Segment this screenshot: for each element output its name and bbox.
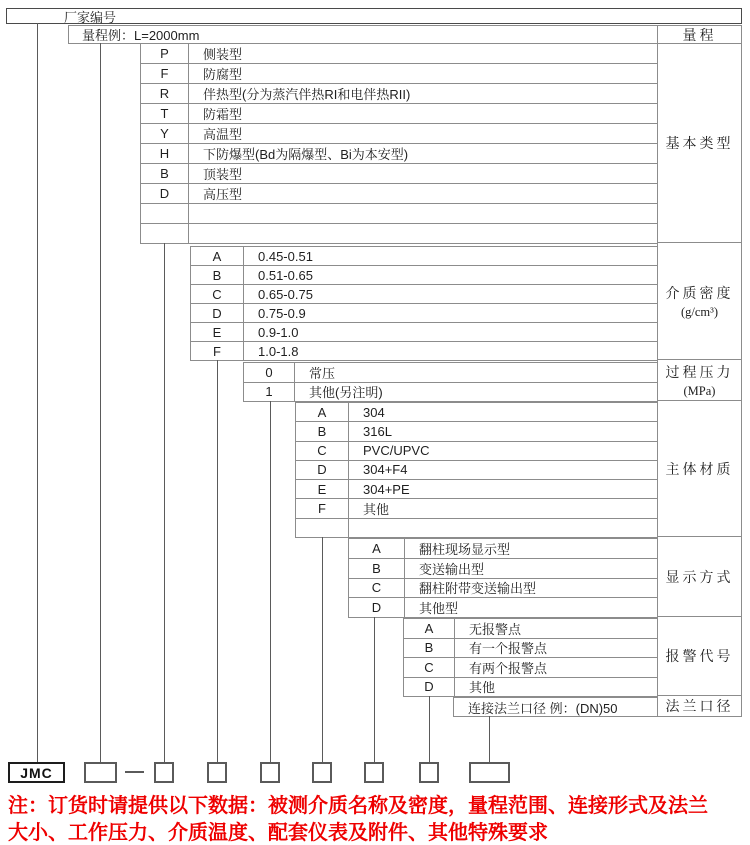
spec-desc-cell: 高温型	[203, 127, 243, 142]
spec-code-cell: Y	[141, 124, 189, 143]
connector-line-body-material	[322, 537, 323, 763]
spec-desc-cell: 304+PE	[363, 481, 410, 497]
category-flange-size: 法兰口径	[665, 700, 734, 715]
spec-row	[296, 422, 657, 441]
spec-row	[191, 304, 657, 323]
code-box-range	[84, 762, 117, 783]
spec-code-cell: R	[141, 84, 189, 103]
spec-row	[296, 403, 657, 422]
connector-line-media-density	[217, 360, 218, 763]
spec-code-cell: F	[296, 499, 349, 517]
block-body-material	[295, 402, 657, 538]
spec-code-cell: H	[141, 144, 189, 163]
spec-code-cell: P	[141, 44, 189, 63]
spec-row	[191, 323, 657, 342]
connector-line-range	[100, 43, 101, 763]
spec-desc-cell: 有两个报警点	[469, 660, 548, 676]
code-box-process-pressure	[260, 762, 280, 783]
category-process-pressure-unit: (MPa)	[683, 383, 716, 398]
spec-row	[141, 84, 657, 104]
spec-row	[349, 559, 657, 579]
spec-row	[191, 247, 657, 266]
category-range: 量程	[658, 26, 741, 44]
spec-code-cell: E	[296, 480, 349, 498]
spec-row	[454, 698, 657, 716]
block-alarm-code	[403, 618, 657, 697]
spec-row	[141, 204, 657, 224]
spec-code-cell: F	[191, 342, 244, 360]
spec-code-cell: 0	[244, 363, 295, 382]
spec-desc-cell: 变送输出型	[419, 561, 485, 577]
block-media-density	[190, 246, 657, 361]
spec-row	[404, 619, 657, 639]
spec-row	[244, 383, 657, 402]
spec-code-cell	[141, 224, 189, 243]
spec-desc-cell: 顶装型	[203, 167, 243, 182]
spec-row	[296, 442, 657, 461]
spec-desc-cell: 其他(另注明)	[309, 385, 383, 401]
spec-desc-cell: PVC/UPVC	[363, 443, 430, 459]
spec-row	[141, 224, 657, 243]
category-process-pressure: 过程压力 (MPa)	[658, 360, 741, 401]
spec-desc-cell: 0.9-1.0	[258, 324, 299, 340]
spec-row	[349, 598, 657, 617]
spec-row	[141, 164, 657, 184]
block-basic-type	[140, 43, 657, 244]
category-media-density: 介质密度 (g/cm³)	[658, 243, 741, 360]
connector-line-factory	[37, 23, 38, 763]
connector-line-basic-type	[164, 243, 165, 763]
spec-code-cell: T	[141, 104, 189, 123]
spec-row	[244, 363, 657, 383]
category-media-density-unit: (g/cm³)	[680, 304, 719, 319]
spec-desc-cell: 0.51-0.65	[258, 267, 313, 283]
range-row	[68, 25, 657, 44]
spec-row	[404, 658, 657, 678]
connector-line-flange-size	[489, 716, 490, 763]
spec-row	[141, 44, 657, 64]
code-box-flange-size	[469, 762, 510, 783]
spec-desc-cell: 伴热型(分为蒸汽伴热RI和电伴热RII)	[203, 87, 411, 102]
spec-row	[191, 285, 657, 304]
model-prefix-label: JMC	[20, 764, 53, 781]
spec-row	[349, 579, 657, 599]
code-box-basic-type	[154, 762, 174, 783]
ordering-note-line1: 注：订货时请提供以下数据：被测介质名称及密度，量程范围、连接形式及法兰	[8, 795, 708, 817]
spec-code-cell: A	[404, 619, 455, 638]
spec-row	[404, 678, 657, 697]
block-process-pressure	[243, 362, 657, 402]
ordering-note	[8, 793, 748, 845]
spec-desc-cell: 0.75-0.9	[258, 305, 306, 321]
connector-line-alarm-code	[429, 696, 430, 763]
block-display-mode	[348, 538, 657, 618]
spec-code-cell: B	[349, 559, 405, 578]
category-display-mode: 显示方式	[658, 537, 741, 617]
connector-line-display-mode	[374, 617, 375, 763]
spec-code-cell: C	[191, 285, 244, 303]
spec-code-cell: A	[191, 247, 244, 265]
ordering-note-line2: 大小、工作压力、介质温度、配套仪表及附件、其他特殊要求	[8, 822, 548, 844]
spec-code-cell: A	[296, 403, 349, 421]
code-box-media-density	[207, 762, 227, 783]
spec-row	[141, 144, 657, 164]
spec-row	[191, 266, 657, 285]
spec-row	[191, 342, 657, 360]
spec-code-cell: D	[141, 184, 189, 203]
spec-code-cell: B	[141, 164, 189, 183]
spec-row	[296, 519, 657, 537]
spec-desc-cell: 高压型	[203, 187, 243, 202]
spec-desc-cell: 其他	[469, 680, 496, 696]
model-prefix-box	[8, 762, 65, 783]
spec-code-cell: F	[141, 64, 189, 83]
spec-desc-cell: 下防爆型(Bd为隔爆型、Bi为本安型)	[203, 147, 409, 162]
spec-code-cell	[141, 204, 189, 223]
spec-code-cell: B	[191, 266, 244, 284]
spec-code-cell: C	[404, 658, 455, 677]
spec-row	[349, 539, 657, 559]
spec-code-cell: D	[349, 598, 405, 617]
spec-desc-cell: 0.45-0.51	[258, 248, 313, 264]
spec-desc-cell: 304+F4	[363, 462, 408, 478]
spec-desc-cell: 其他型	[419, 601, 459, 617]
spec-desc-cell: 无报警点	[469, 621, 522, 637]
spec-desc-cell: 常压	[309, 365, 336, 381]
spec-code-cell: D	[404, 678, 455, 697]
block-flange-size	[453, 697, 657, 717]
spec-code-cell: B	[296, 422, 349, 440]
category-column	[657, 25, 742, 717]
separator-dash	[125, 771, 144, 773]
spec-row	[141, 64, 657, 84]
spec-code-cell: C	[349, 579, 405, 598]
spec-code-cell	[296, 519, 349, 537]
spec-code-cell: B	[404, 639, 455, 658]
spec-desc-cell: 其他	[363, 502, 390, 518]
category-basic-type: 基本类型	[658, 44, 741, 243]
category-alarm-code: 报警代号	[658, 617, 741, 696]
spec-desc-cell: 翻柱附带变送输出型	[419, 581, 537, 597]
code-box-alarm-code	[419, 762, 439, 783]
factory-code-label: 厂家编号	[64, 9, 117, 25]
spec-code-cell: A	[349, 539, 405, 558]
spec-row	[141, 104, 657, 124]
connector-line-process-pressure	[270, 401, 271, 763]
spec-desc-cell: 1.0-1.8	[258, 343, 299, 359]
spec-desc-cell: 316L	[363, 423, 392, 439]
spec-desc-cell: 翻柱现场显示型	[419, 541, 511, 557]
spec-code-cell: C	[296, 442, 349, 460]
spec-row	[141, 184, 657, 204]
spec-row	[296, 480, 657, 499]
spec-code-cell: D	[296, 461, 349, 479]
range-example-label: 量程例：L=2000mm	[82, 28, 200, 43]
spec-row	[296, 499, 657, 518]
category-body-material: 主体材质	[658, 401, 741, 537]
spec-desc-cell: 有一个报警点	[469, 641, 548, 657]
spec-row	[141, 124, 657, 144]
spec-desc-cell: 防腐型	[203, 67, 243, 82]
spec-desc-cell: 304	[363, 404, 385, 420]
code-box-body-material	[312, 762, 332, 783]
spec-desc-cell: 防霜型	[203, 107, 243, 122]
spec-row	[404, 639, 657, 659]
code-box-display-mode	[364, 762, 384, 783]
factory-code-row	[6, 8, 742, 24]
spec-code-cell: 1	[244, 383, 295, 402]
spec-row	[296, 461, 657, 480]
spec-desc-cell: 侧装型	[203, 47, 243, 62]
spec-code-cell: D	[191, 304, 244, 322]
spec-desc-cell: 连接法兰口径 例：(DN)50	[468, 700, 618, 716]
spec-code-cell: E	[191, 323, 244, 341]
spec-desc-cell: 0.65-0.75	[258, 286, 313, 302]
